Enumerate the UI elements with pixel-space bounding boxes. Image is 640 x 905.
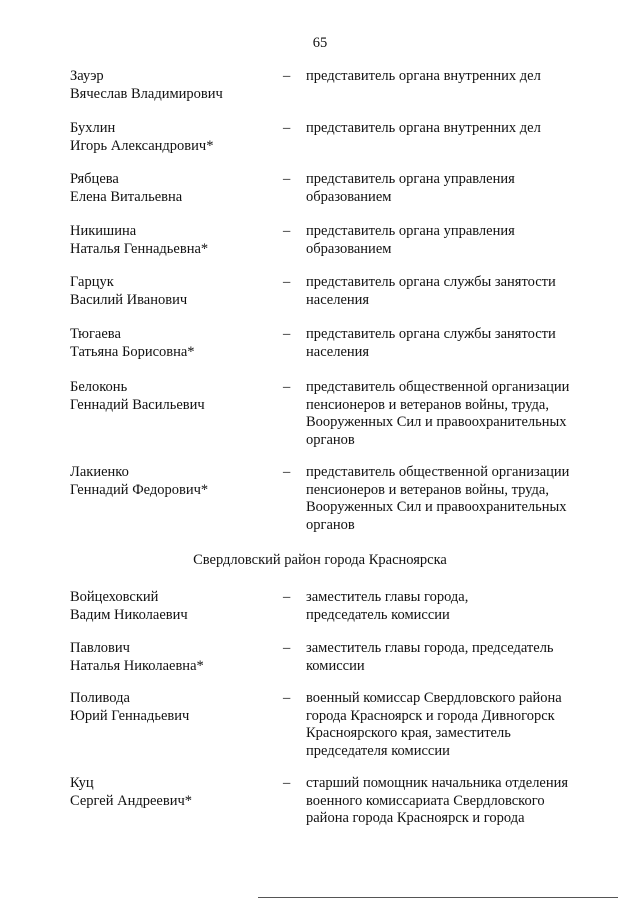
member-role [306, 326, 606, 361]
member-name-line: Татьяна Борисовна* [70, 343, 195, 360]
member-role-line: представитель органа службы занятости [306, 274, 556, 290]
member-role-line: населения [306, 291, 370, 308]
member-name-line: Игорь Александрович* [70, 137, 214, 154]
member-role-line: Красноярского края, заместитель [306, 725, 511, 741]
member-role [306, 171, 606, 206]
member-role-line: пенсионеров и ветеранов войны, труда, [306, 481, 549, 498]
member-role [306, 464, 606, 534]
member-role-line: представитель органа управления [306, 223, 515, 239]
member-name-line: Павлович [70, 640, 130, 656]
member-name-line: Геннадий Васильевич [70, 396, 205, 413]
member-name-line: Геннадий Федорович* [70, 481, 209, 498]
member-name [70, 640, 270, 675]
dash-separator: – [283, 274, 291, 290]
dash-separator: – [283, 464, 291, 480]
member-name-line: Юрий Геннадьевич [70, 707, 190, 724]
member-name-line: Вадим Николаевич [70, 606, 188, 623]
member-name-line: Наталья Геннадьевна* [70, 240, 209, 257]
member-name-line: Зауэр [70, 68, 104, 84]
member-name-line: Куц [70, 775, 94, 791]
member-name-line: Наталья Николаевна* [70, 657, 204, 674]
member-name-line: Сергей Андреевич* [70, 792, 192, 809]
member-role-line: города Красноярск и города Дивногорск [306, 707, 555, 724]
member-name [70, 464, 270, 499]
member-role-line: представитель органа внутренних дел [306, 68, 541, 84]
member-role-line: заместитель главы города, [306, 589, 469, 605]
member-name [70, 223, 270, 258]
member-name-line: Тюгаева [70, 326, 121, 342]
member-role [306, 223, 606, 258]
member-role-line: председателя комиссии [306, 742, 450, 759]
member-role-line: военного комиссариата Свердловского [306, 792, 545, 809]
member-role-line: представитель общественной организации [306, 379, 570, 395]
member-role-line: района города Красноярск и города [306, 810, 525, 826]
member-name-line: Василий Иванович [70, 291, 188, 308]
member-name [70, 589, 270, 624]
member-role [306, 775, 606, 828]
member-role [306, 690, 606, 760]
dash-separator: – [283, 326, 291, 342]
bottom-rule [258, 897, 618, 898]
dash-separator: – [283, 223, 291, 239]
member-name-line: Войцеховский [70, 589, 159, 605]
member-name [70, 274, 270, 309]
dash-separator: – [283, 775, 291, 791]
member-role-line: Вооруженных Сил и правоохранительных [306, 499, 567, 515]
member-role [306, 379, 606, 449]
member-role-line: заместитель главы города, председатель [306, 640, 554, 656]
dash-separator: – [283, 379, 291, 395]
member-role [306, 640, 606, 675]
member-name [70, 326, 270, 361]
section-heading: Свердловский район города Красноярска [193, 552, 447, 568]
page-number: 65 [312, 35, 328, 51]
member-name [70, 120, 270, 155]
member-role-line: органов [306, 431, 355, 448]
member-name [70, 171, 270, 206]
member-role-line: образованием [306, 188, 392, 205]
member-name [70, 68, 270, 103]
member-name-line: Елена Витальевна [70, 188, 183, 205]
member-role [306, 274, 606, 309]
member-name [70, 690, 270, 725]
member-role [306, 68, 606, 86]
member-role-line: органов [306, 516, 355, 533]
dash-separator: – [283, 120, 291, 136]
member-role-line: старший помощник начальника отделения [306, 775, 569, 791]
member-role-line: комиссии [306, 657, 365, 674]
member-role [306, 589, 606, 624]
member-name-line: Бухлин [70, 120, 116, 136]
member-role-line: представитель органа управления [306, 171, 515, 187]
member-name-line: Гарцук [70, 274, 114, 290]
member-role [306, 120, 606, 138]
member-role-line: пенсионеров и ветеранов войны, труда, [306, 396, 549, 413]
member-name [70, 775, 270, 810]
member-role-line: образованием [306, 240, 392, 257]
member-role-line: Вооруженных Сил и правоохранительных [306, 414, 567, 430]
member-role-line: населения [306, 343, 370, 360]
member-name [70, 379, 270, 414]
member-name-line: Вячеслав Владимирович [70, 85, 223, 102]
member-name-line: Белоконь [70, 379, 128, 395]
dash-separator: – [283, 690, 291, 706]
dash-separator: – [283, 640, 291, 656]
member-role-line: военный комиссар Свердловского района [306, 690, 562, 706]
member-role-line: представитель органа службы занятости [306, 326, 556, 342]
dash-separator: – [283, 589, 291, 605]
member-name-line: Лакиенко [70, 464, 129, 480]
member-name-line: Поливода [70, 690, 130, 706]
dash-separator: – [283, 68, 291, 84]
dash-separator: – [283, 171, 291, 187]
member-role-line: представитель органа внутренних дел [306, 120, 541, 136]
member-name-line: Рябцева [70, 171, 119, 187]
member-role-line: представитель общественной организации [306, 464, 570, 480]
member-role-line: председатель комиссии [306, 606, 450, 623]
member-name-line: Никишина [70, 223, 137, 239]
